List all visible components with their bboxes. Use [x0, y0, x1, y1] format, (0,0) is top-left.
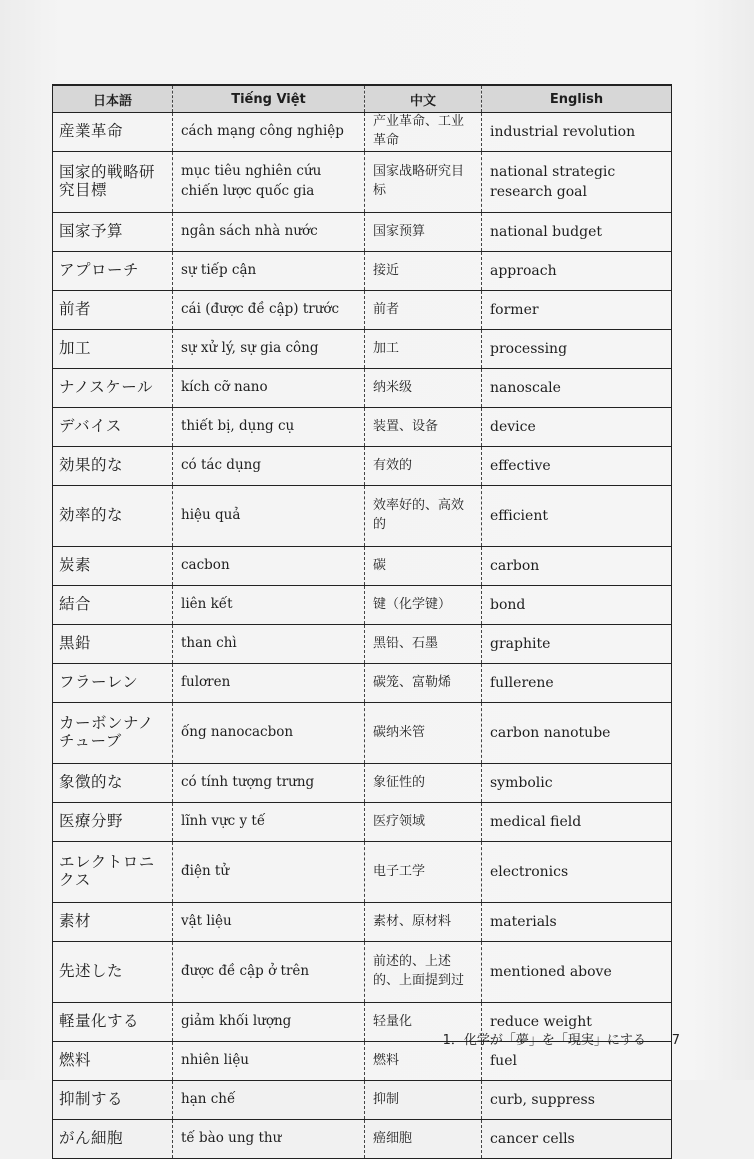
- cell-vietnamese: liên kết: [173, 586, 365, 625]
- cell-japanese: [53, 113, 173, 152]
- cell-chinese: 国家战略研究目标: [365, 152, 482, 213]
- cell-japanese: [53, 547, 173, 586]
- table-header-row: [53, 85, 672, 113]
- cell-japanese: [53, 291, 173, 330]
- header-vietnamese: Tiếng Việt: [173, 85, 365, 113]
- cell-vietnamese: hạn chế: [173, 1081, 365, 1120]
- cell-japanese: [53, 369, 173, 408]
- table-row: [53, 547, 672, 586]
- cell-english: industrial revolution: [482, 113, 672, 152]
- cell-japanese: [53, 942, 173, 1003]
- cell-vietnamese: kích cỡ nano: [173, 369, 365, 408]
- cell-chinese: 加工: [365, 330, 482, 369]
- cell-japanese: [53, 764, 173, 803]
- cell-japanese: [53, 213, 173, 252]
- cell-vietnamese: có tác dụng: [173, 447, 365, 486]
- cell-japanese: [53, 1081, 173, 1120]
- cell-english: cancer cells: [482, 1120, 672, 1159]
- table-row: [53, 369, 672, 408]
- word-japanese: 加工: [59, 339, 92, 358]
- word-japanese: 先述した: [59, 962, 124, 981]
- cell-vietnamese: điện tử: [173, 842, 365, 903]
- cell-english: medical field: [482, 803, 672, 842]
- header-chinese: 中文: [365, 85, 482, 113]
- cell-japanese: [53, 703, 173, 764]
- cell-english: fullerene: [482, 664, 672, 703]
- cell-japanese: [53, 447, 173, 486]
- table-row: [53, 764, 672, 803]
- cell-chinese: 装置、设备: [365, 408, 482, 447]
- cell-chinese: 轻量化: [365, 1003, 482, 1042]
- cell-english: graphite: [482, 625, 672, 664]
- table-row: [53, 586, 672, 625]
- cell-vietnamese: cái (được đề cập) trước: [173, 291, 365, 330]
- word-japanese: 軽量化する: [59, 1012, 140, 1031]
- cell-japanese: [53, 803, 173, 842]
- cell-japanese: [53, 586, 173, 625]
- cell-vietnamese: cacbon: [173, 547, 365, 586]
- table-row: [53, 486, 672, 547]
- cell-chinese: 接近: [365, 252, 482, 291]
- header-japanese: 日本語: [53, 85, 173, 113]
- cell-japanese: [53, 664, 173, 703]
- cell-english: processing: [482, 330, 672, 369]
- cell-japanese: [53, 1120, 173, 1159]
- cell-vietnamese: sự xử lý, sự gia công: [173, 330, 365, 369]
- cell-english: symbolic: [482, 764, 672, 803]
- cell-chinese: 燃料: [365, 1042, 482, 1081]
- table-row: [53, 213, 672, 252]
- word-japanese: 燃料: [59, 1051, 92, 1070]
- word-japanese: 効果的な: [59, 456, 124, 475]
- cell-chinese: 素材、原材料: [365, 903, 482, 942]
- cell-english: carbon: [482, 547, 672, 586]
- cell-chinese: 癌细胞: [365, 1120, 482, 1159]
- cell-english: materials: [482, 903, 672, 942]
- cell-chinese: 碳纳米管: [365, 703, 482, 764]
- cell-japanese: [53, 903, 173, 942]
- header-english: English: [482, 85, 672, 113]
- cell-vietnamese: than chì: [173, 625, 365, 664]
- cell-chinese: 象征性的: [365, 764, 482, 803]
- cell-chinese: 有效的: [365, 447, 482, 486]
- cell-vietnamese: tế bào ung thư: [173, 1120, 365, 1159]
- cell-vietnamese: ngân sách nhà nước: [173, 213, 365, 252]
- cell-vietnamese: thiết bị, dụng cụ: [173, 408, 365, 447]
- cell-chinese: 抑制: [365, 1081, 482, 1120]
- cell-english: national budget: [482, 213, 672, 252]
- cell-vietnamese: lĩnh vực y tế: [173, 803, 365, 842]
- cell-japanese: [53, 330, 173, 369]
- cell-english: curb, suppress: [482, 1081, 672, 1120]
- cell-chinese: 碳笼、富勒烯: [365, 664, 482, 703]
- word-japanese: 結合: [59, 595, 92, 614]
- cell-japanese: [53, 152, 173, 213]
- cell-chinese: 效率好的、高效的: [365, 486, 482, 547]
- table-row: [53, 408, 672, 447]
- table-row: [53, 703, 672, 764]
- cell-english: electronics: [482, 842, 672, 903]
- word-japanese: 産業革命: [59, 122, 124, 141]
- table-row: [53, 291, 672, 330]
- cell-chinese: 键（化学键）: [365, 586, 482, 625]
- chapter-title: 1．化学が「夢」を「現実」にする: [442, 1033, 646, 1048]
- cell-vietnamese: ống nanocacbon: [173, 703, 365, 764]
- vocabulary-table: [52, 84, 672, 1159]
- cell-vietnamese: vật liệu: [173, 903, 365, 942]
- cell-chinese: 纳米级: [365, 369, 482, 408]
- cell-chinese: 国家预算: [365, 213, 482, 252]
- table-row: [53, 903, 672, 942]
- table-row: [53, 1120, 672, 1159]
- word-japanese: 効率的な: [59, 506, 124, 525]
- cell-english: mentioned above: [482, 942, 672, 1003]
- cell-chinese: 碳: [365, 547, 482, 586]
- word-japanese: 象徴的な: [59, 773, 124, 792]
- word-japanese: アプローチ: [59, 261, 140, 280]
- table-row: [53, 942, 672, 1003]
- cell-english: bond: [482, 586, 672, 625]
- cell-japanese: [53, 408, 173, 447]
- word-japanese: 医療分野: [59, 812, 124, 831]
- cell-english: effective: [482, 447, 672, 486]
- cell-vietnamese: sự tiếp cận: [173, 252, 365, 291]
- table-row: [53, 330, 672, 369]
- cell-english: nanoscale: [482, 369, 672, 408]
- cell-english: efficient: [482, 486, 672, 547]
- table-row: [53, 625, 672, 664]
- word-japanese: 前者: [59, 300, 92, 319]
- table-row: [53, 803, 672, 842]
- cell-vietnamese: cách mạng công nghiệp: [173, 113, 365, 152]
- page-footer: [0, 1029, 680, 1048]
- cell-vietnamese: có tính tượng trưng: [173, 764, 365, 803]
- word-japanese: フラーレン: [59, 673, 139, 692]
- cell-vietnamese: nhiên liệu: [173, 1042, 365, 1081]
- word-japanese: 国家的戦略研究目標: [59, 163, 156, 199]
- cell-chinese: 医疗领域: [365, 803, 482, 842]
- word-japanese: 炭素: [59, 556, 92, 575]
- table-row: [53, 447, 672, 486]
- cell-japanese: [53, 486, 173, 547]
- page-number: 7: [671, 1033, 680, 1048]
- table-row: [53, 252, 672, 291]
- word-japanese: 黒鉛: [59, 634, 92, 653]
- word-japanese: カーボンナノチューブ: [59, 714, 154, 750]
- word-japanese: エレクトロニクス: [59, 853, 155, 889]
- table-row: [53, 842, 672, 903]
- table-row: [53, 152, 672, 213]
- cell-vietnamese: được đề cập ở trên: [173, 942, 365, 1003]
- cell-chinese: 前述的、上述的、上面提到过: [365, 942, 482, 1003]
- cell-english: fuel: [482, 1042, 672, 1081]
- cell-chinese: 前者: [365, 291, 482, 330]
- cell-chinese: 产业革命、工业革命: [365, 113, 482, 152]
- cell-vietnamese: giảm khối lượng: [173, 1003, 365, 1042]
- cell-english: former: [482, 291, 672, 330]
- cell-japanese: [53, 252, 173, 291]
- cell-vietnamese: fulơren: [173, 664, 365, 703]
- cell-english: national strategic research goal: [482, 152, 672, 213]
- table-row: [53, 113, 672, 152]
- word-japanese: がん細胞: [59, 1129, 124, 1148]
- cell-english: device: [482, 408, 672, 447]
- cell-chinese: 电子工学: [365, 842, 482, 903]
- table-row: [53, 1081, 672, 1120]
- cell-vietnamese: hiệu quả: [173, 486, 365, 547]
- word-japanese: 抑制する: [59, 1090, 124, 1109]
- table-row: [53, 664, 672, 703]
- cell-english: reduce weight: [482, 1003, 672, 1042]
- word-japanese: デバイス: [59, 417, 122, 436]
- cell-english: approach: [482, 252, 672, 291]
- cell-japanese: [53, 842, 173, 903]
- word-japanese: ナノスケール: [59, 378, 153, 397]
- cell-japanese: [53, 625, 173, 664]
- cell-vietnamese: mục tiêu nghiên cứu chiến lược quốc gia: [173, 152, 365, 213]
- word-japanese: 素材: [59, 912, 92, 931]
- cell-english: carbon nanotube: [482, 703, 672, 764]
- word-japanese: 国家予算: [59, 222, 124, 241]
- cell-chinese: 黑铅、石墨: [365, 625, 482, 664]
